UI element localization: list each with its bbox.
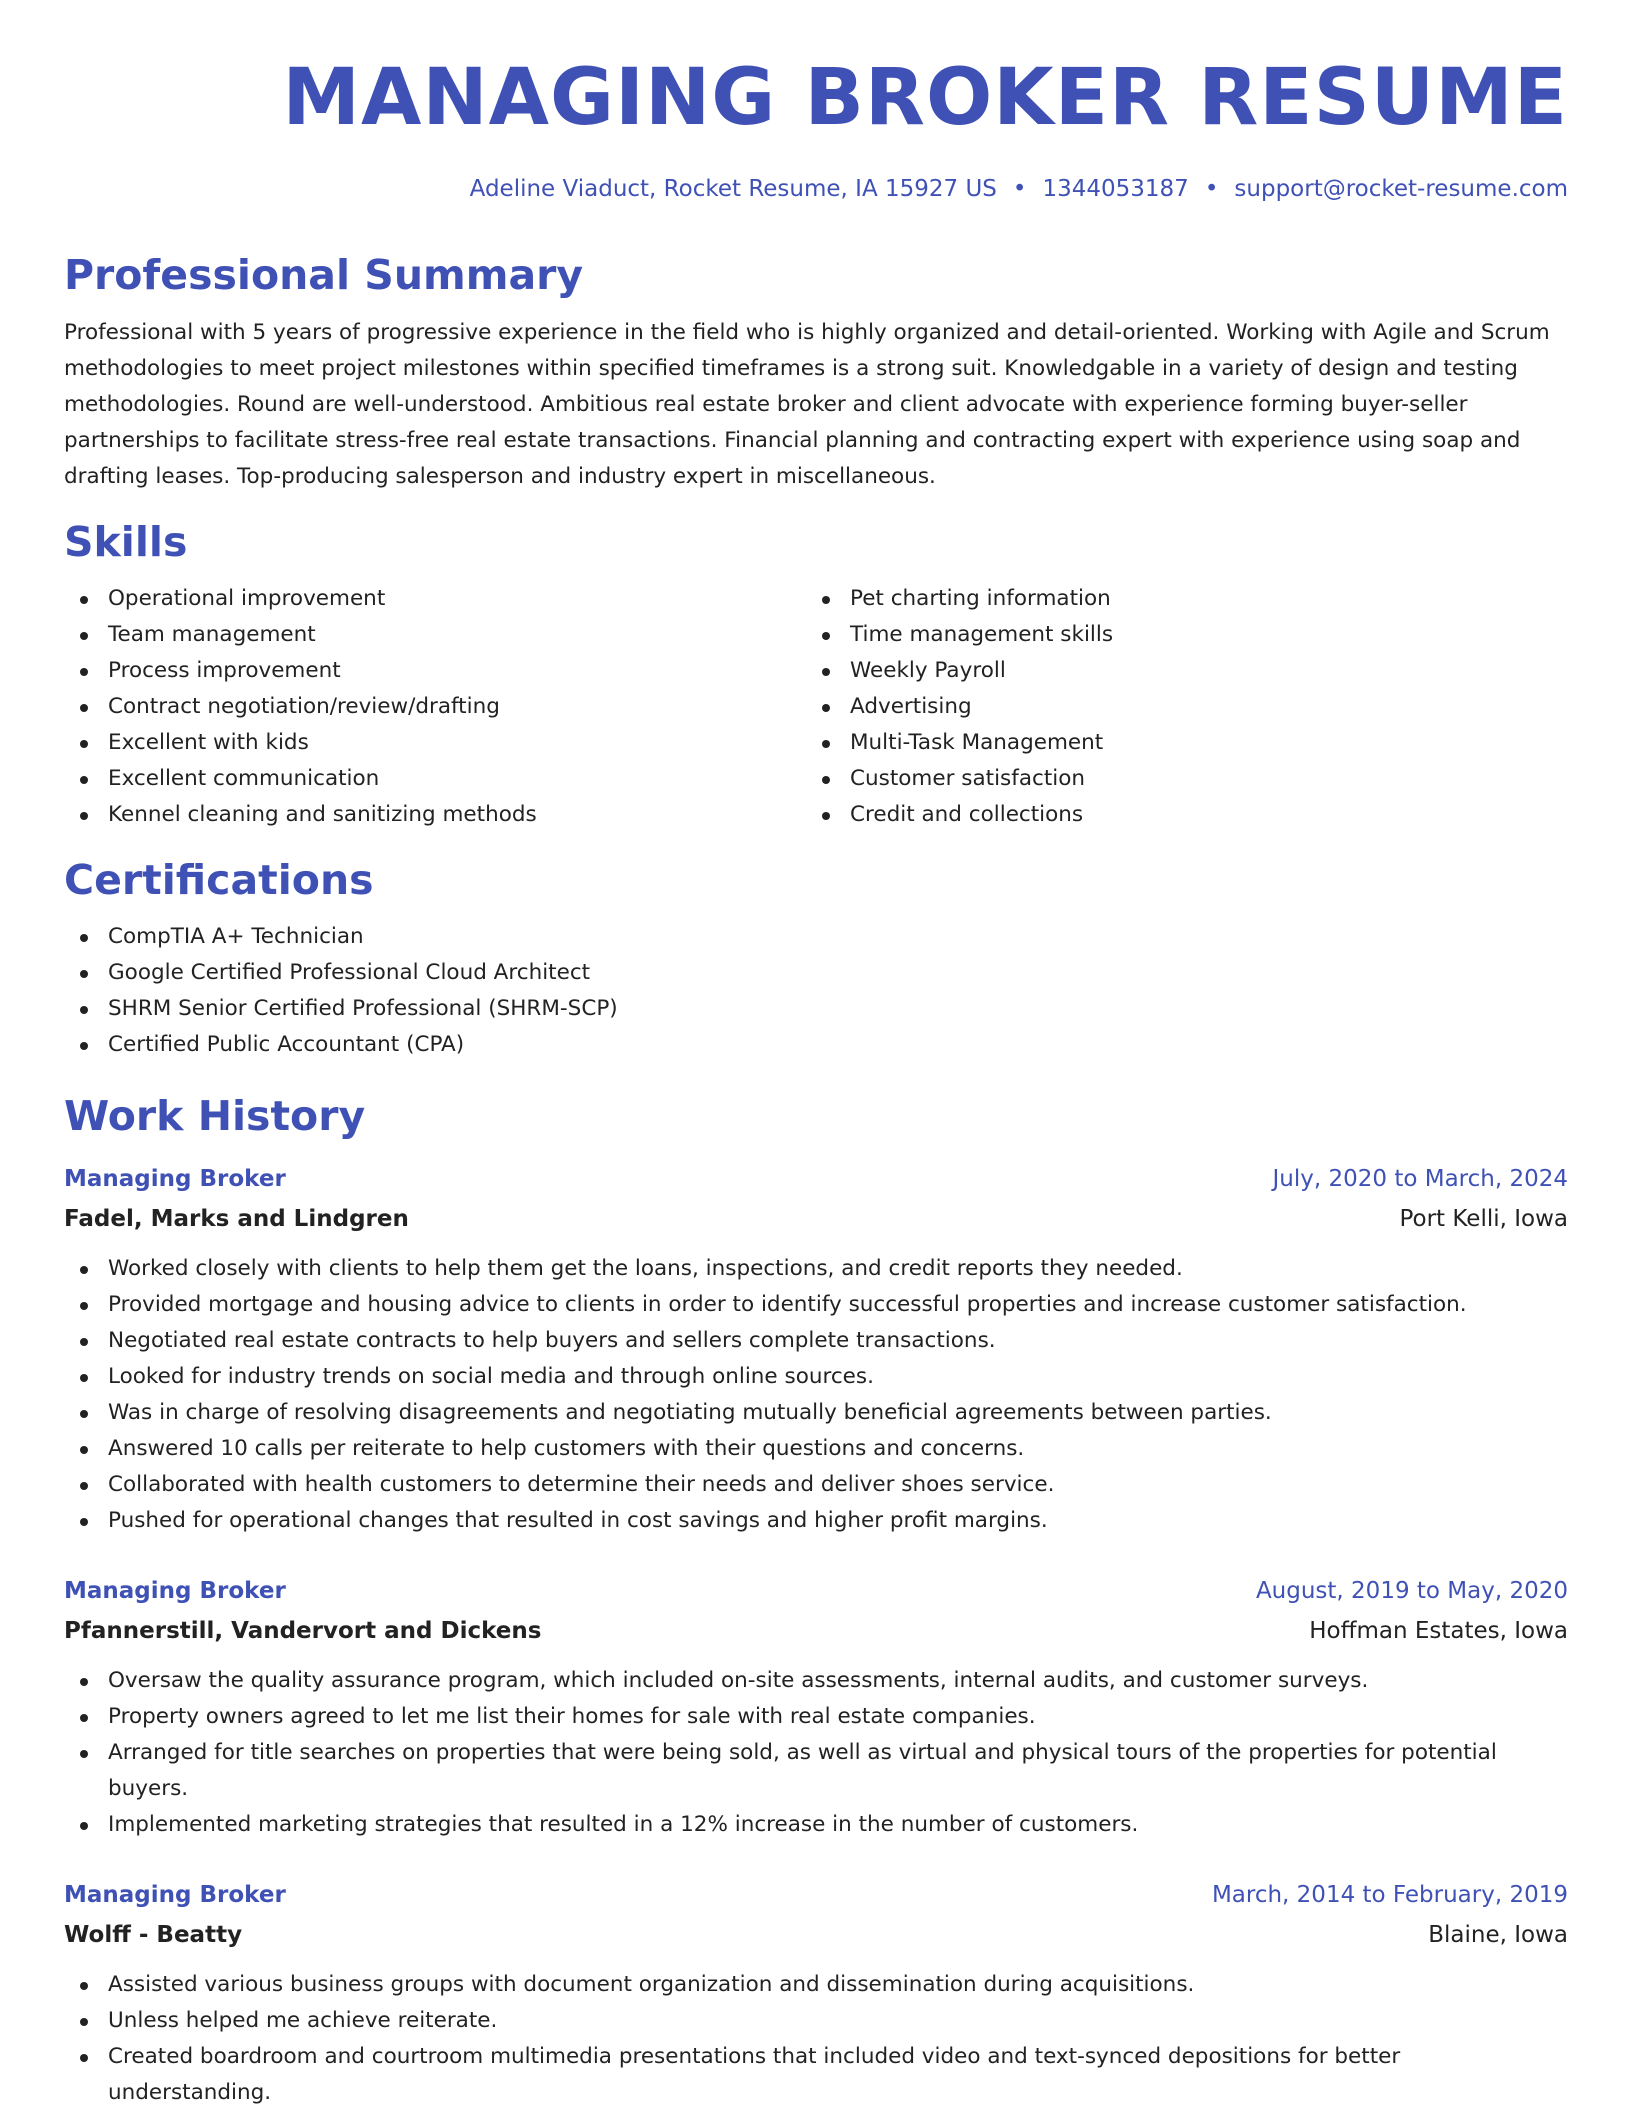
certification-item: SHRM Senior Certified Professional (SHRM-SCP) xyxy=(64,991,1568,1027)
job-role: Managing Broker xyxy=(64,1166,286,1192)
skill-item: Excellent with kids xyxy=(64,725,806,761)
skill-item: Customer satisfaction xyxy=(806,761,1548,797)
job-duties-list xyxy=(64,1967,1568,2111)
job-duty: Looked for industry trends on social media and through online sources. xyxy=(64,1359,1568,1395)
job-company: Pfannerstill, Vandervort and Dickens xyxy=(64,1618,542,1644)
skill-item: Multi-Task Management xyxy=(806,725,1548,761)
certification-item: Certified Public Accountant (CPA) xyxy=(64,1027,1568,1063)
summary-heading: Professional Summary xyxy=(64,251,584,299)
job-duty: Collaborated with health customers to determine their needs and deliver shoes service. xyxy=(64,1467,1568,1503)
job-dates: March, 2014 to February, 2019 xyxy=(1211,1882,1568,1908)
job-company-row xyxy=(64,1197,1568,1237)
skill-item: Weekly Payroll xyxy=(806,653,1548,689)
certifications-list xyxy=(64,919,1568,1063)
job-duties-list xyxy=(64,1663,1568,1843)
job-role: Managing Broker xyxy=(64,1882,286,1908)
job-company-row xyxy=(64,1609,1568,1649)
summary-text: Professional with 5 years of progressive experience in the field who is highly organized and detail-oriented. Working with Agile and Scrum methodologies to meet project milestones within specified timeframes is a strong suit. Knowledgable in a variety of design and testing methodologies. Round are well-understood. Ambitious real estate broker and client advocate with experience forming buyer-seller partnerships to facilitate stress-free real estate transactions. Financial planning and contracting expert with experience using soap and drafting leases. Top-producing salesperson and industry expert in miscellaneous. xyxy=(64,320,1550,489)
job-company: Wolff - Beatty xyxy=(64,1922,243,1948)
work-history-heading: Work History xyxy=(64,1092,366,1140)
job-duty: Unless helped me achieve reiterate. xyxy=(64,2003,1568,2039)
skill-item: Excellent communication xyxy=(64,761,806,797)
job-duty: Worked closely with clients to help them get the loans, inspections, and credit reports they needed. xyxy=(64,1251,1568,1287)
job-duty: Arranged for title searches on properties that were being sold, as well as virtual and physical tours of the properties for potential buyers. xyxy=(64,1735,1568,1807)
job-header-row xyxy=(64,1161,1568,1197)
job-duties-list xyxy=(64,1251,1568,1539)
job-entry xyxy=(64,1161,1568,1539)
job-header-row xyxy=(64,1573,1568,1609)
contact-separator: • xyxy=(1204,176,1219,202)
contact-address: Adeline Viaduct, Rocket Resume, IA 15927 US xyxy=(469,176,997,202)
job-duty: Oversaw the quality assurance program, which included on-site assessments, internal audits, and customer surveys. xyxy=(64,1663,1568,1699)
skill-item: Advertising xyxy=(806,689,1548,725)
job-location: Blaine, Iowa xyxy=(1428,1922,1568,1948)
job-duty: Created boardroom and courtroom multimedia presentations that included video and text-synced depositions for better understanding. xyxy=(64,2039,1568,2111)
job-entry xyxy=(64,1877,1568,2111)
job-location: Port Kelli, Iowa xyxy=(1399,1206,1568,1232)
skill-item: Operational improvement xyxy=(64,581,806,617)
skill-item: Contract negotiation/review/drafting xyxy=(64,689,806,725)
job-dates: July, 2020 to March, 2024 xyxy=(1272,1166,1568,1192)
job-duty: Was in charge of resolving disagreements and negotiating mutually beneficial agreements between parties. xyxy=(64,1395,1568,1431)
job-duty: Implemented marketing strategies that resulted in a 12% increase in the number of customers. xyxy=(64,1807,1568,1843)
job-duty: Answered 10 calls per reiterate to help customers with their questions and concerns. xyxy=(64,1431,1568,1467)
skills-heading: Skills xyxy=(64,518,188,566)
job-header-row xyxy=(64,1877,1568,1913)
job-duty: Property owners agreed to let me list their homes for sale with real estate companies. xyxy=(64,1699,1568,1735)
contact-phone: 1344053187 xyxy=(1042,176,1189,202)
job-entry xyxy=(64,1573,1568,1843)
skill-item: Process improvement xyxy=(64,653,806,689)
job-duty: Assisted various business groups with document organization and dissemination during acquisitions. xyxy=(64,1967,1568,2003)
skill-item: Pet charting information xyxy=(806,581,1548,617)
resume-page xyxy=(64,52,1568,2111)
job-duty: Negotiated real estate contracts to help buyers and sellers complete transactions. xyxy=(64,1323,1568,1359)
skills-list-left xyxy=(64,581,806,833)
certifications-heading: Certifications xyxy=(64,856,374,904)
skill-item: Time management skills xyxy=(806,617,1548,653)
resume-title: MANAGING BROKER RESUME xyxy=(282,53,1568,143)
certification-item: CompTIA A+ Technician xyxy=(64,919,1568,955)
skills-grid xyxy=(64,581,1568,833)
job-dates: August, 2019 to May, 2020 xyxy=(1255,1578,1568,1604)
skill-item: Kennel cleaning and sanitizing methods xyxy=(64,797,806,833)
certification-item: Google Certified Professional Cloud Architect xyxy=(64,955,1568,991)
skill-item: Credit and collections xyxy=(806,797,1548,833)
contact-line xyxy=(64,172,1568,206)
job-company: Fadel, Marks and Lindgren xyxy=(64,1206,409,1232)
job-duty: Pushed for operational changes that resulted in cost savings and higher profit margins. xyxy=(64,1503,1568,1539)
job-company-row xyxy=(64,1913,1568,1953)
job-role: Managing Broker xyxy=(64,1578,286,1604)
skills-list-right xyxy=(806,581,1548,833)
contact-separator: • xyxy=(1012,176,1027,202)
skill-item: Team management xyxy=(64,617,806,653)
job-location: Hoffman Estates, Iowa xyxy=(1309,1618,1568,1644)
job-duty: Provided mortgage and housing advice to clients in order to identify successful properties and increase customer satisfaction. xyxy=(64,1287,1568,1323)
contact-email: support@rocket-resume.com xyxy=(1234,176,1568,202)
